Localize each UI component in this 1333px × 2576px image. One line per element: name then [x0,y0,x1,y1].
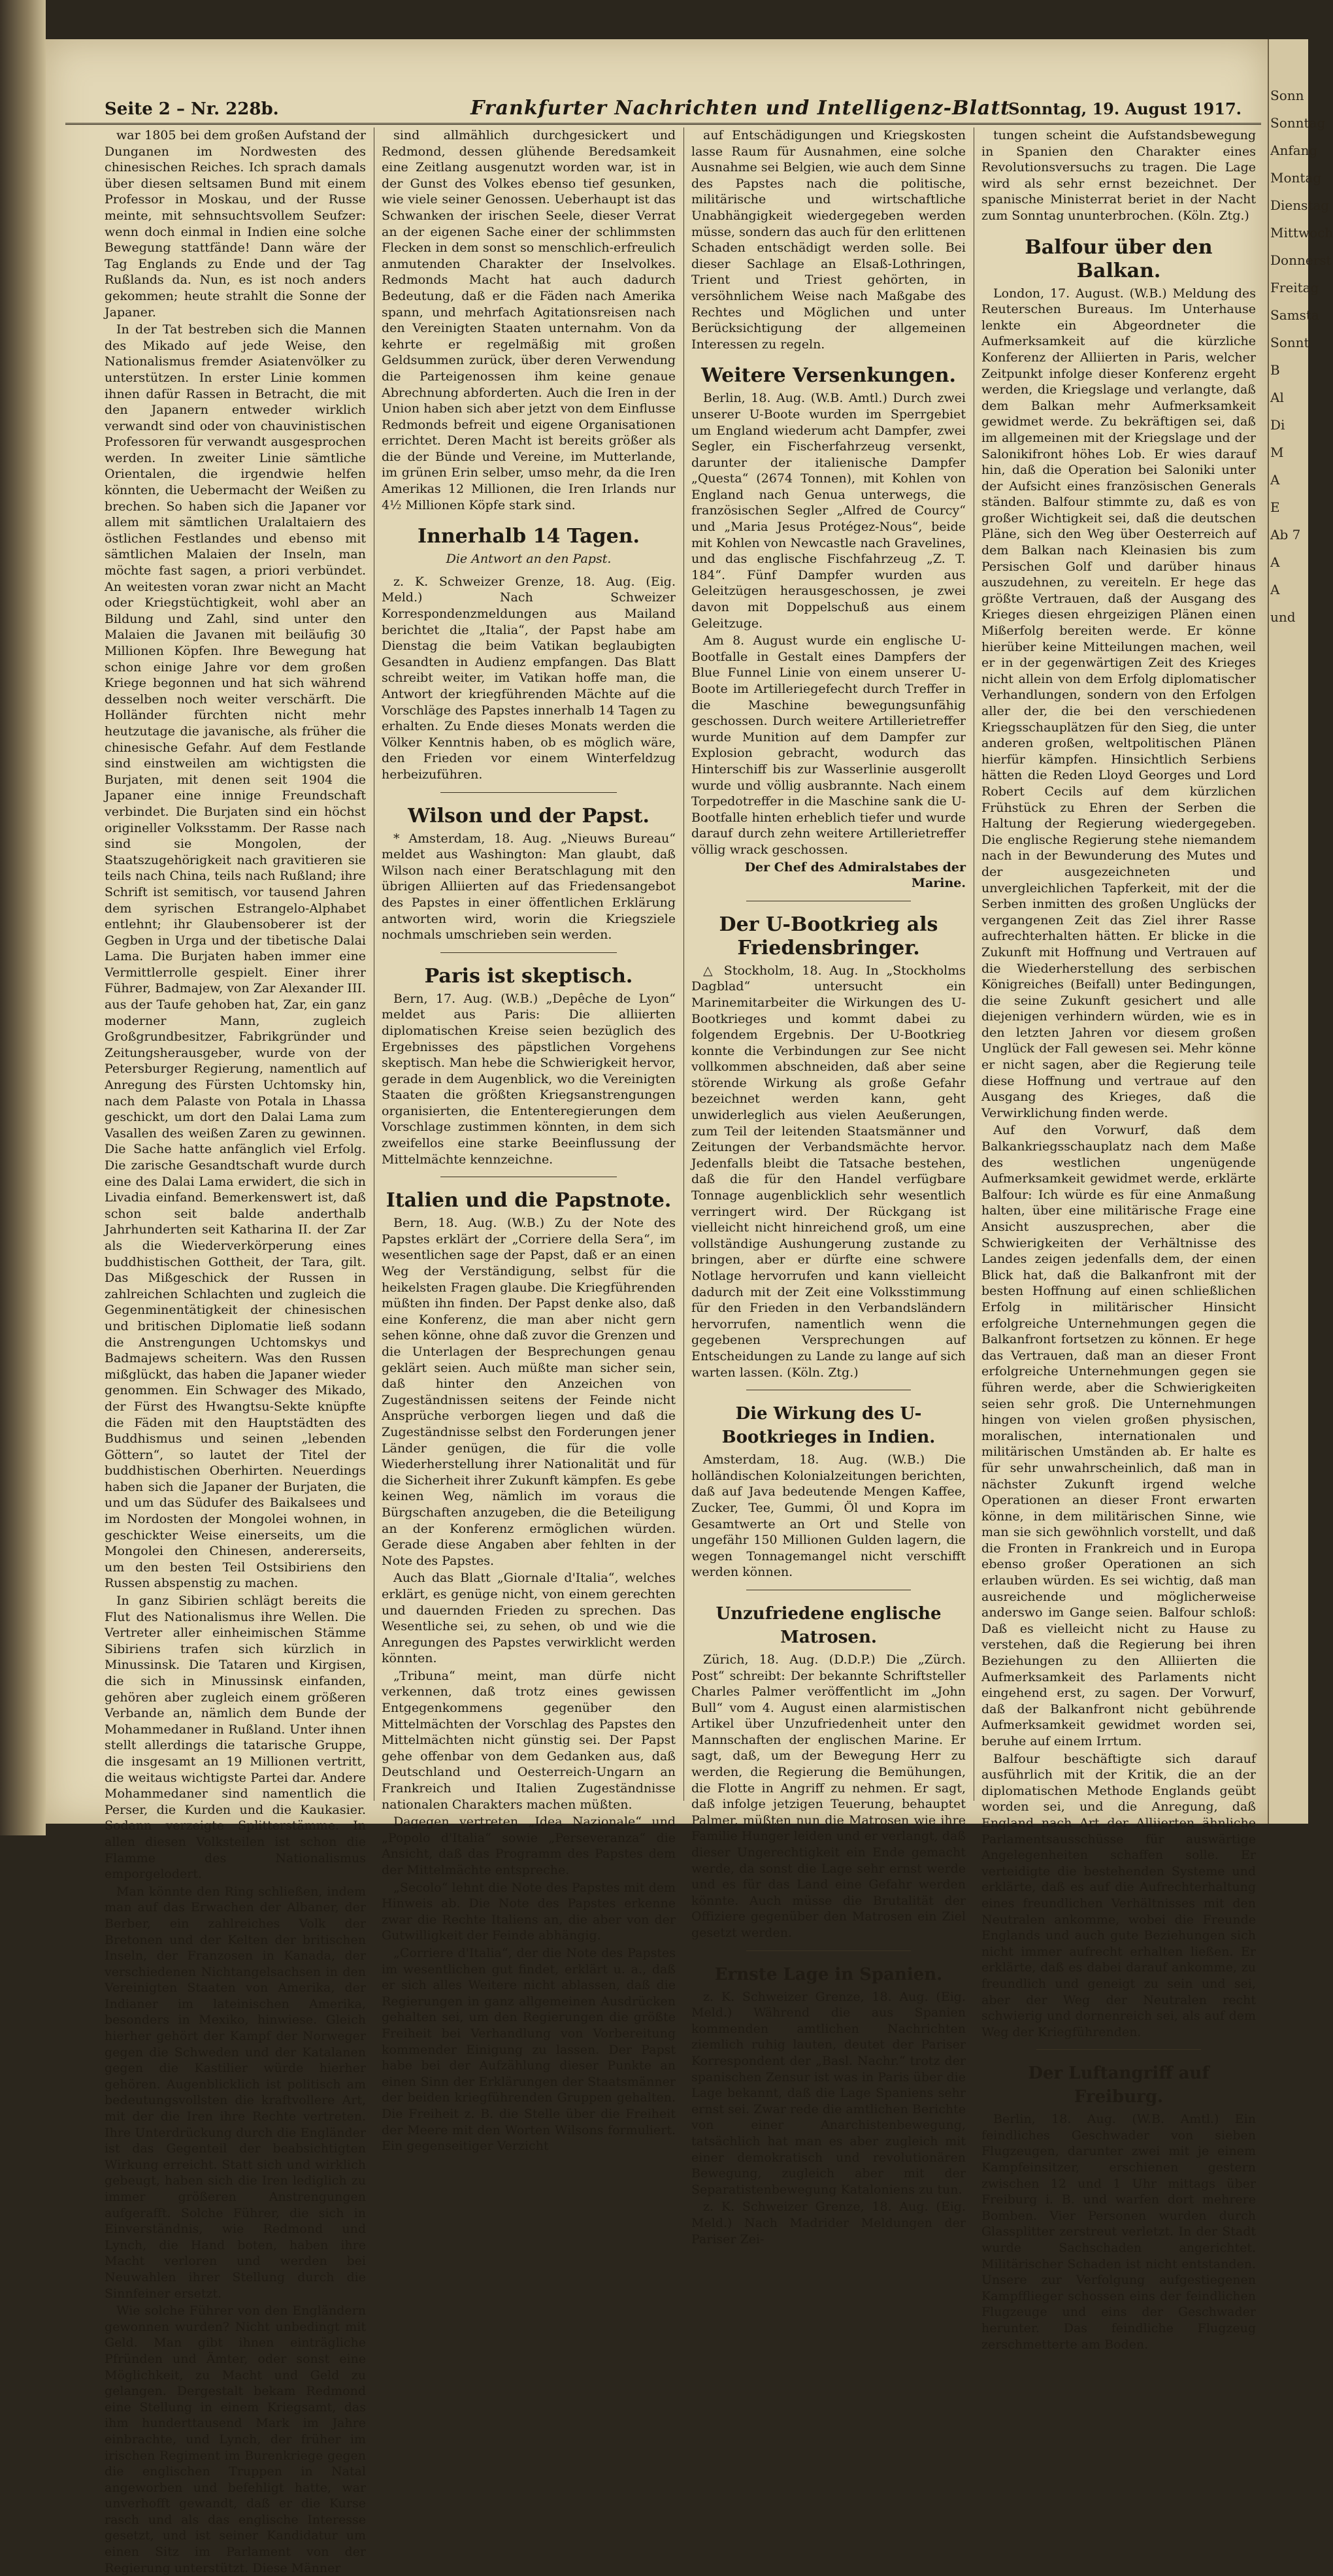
article-body: Zürich, 18. Aug. (D.D.P.) Die „Zürch. Post“ schreibt: Der bekannte Schriftsteller Charles Palmer veröffentlicht im „John Bull“ vom 4. August einen alarmistischen Artikel über Unzufriedenheit unter den Mannschaften der englischen Marine. Er sagt, daß, um der Bewegung Herr zu werden, die Regierung die Bemühungen, die Flotte in Angriff zu nehmen. Er sagt, daß infolge jetzigen Teuerung, behauptet Palmer, müßten nun die Matrosen wie ihre Familie Hunger leiden und er verlangt, daß dieser Ungerechtigkeit ein Ende gemacht werde, da sonst die Lage sehr ernst werde und es für das Land eine Gefahr werden könnte. Auch müsse die Brutalität der Offiziere gegenüber den Matrosen ein Ziel gesetzt werden. [691,1652,966,1940]
article-body: △ Stockholm, 18. Aug. In „Stockholms Dagblad“ untersucht ein Marinemitarbeiter die Wirkungen des U-Bootkrieges und kommt dabei zu folgendem Ergebnis. Der U-Bootkrieg konnte die Verbindungen zur See nicht vollkommen abschneiden, daß aber seine störende Wirkung als große Gefahr bezeichnet werden kann, geht unwiderleglich aus vielen Aeußerungen, zum Teil der leitenden Staatsmänner und Zeitungen der Verbandsmächte hervor. Jedenfalls bleibt die Tatsache bestehen, daß die für den Handel verfügbare Tonnage augenblicklich sehr wesentlich verringert wird. Der Rückgang ist vielleicht nicht hinreichend groß, um eine vollständige Aushungerung zustande zu bringen, aber er dürfte eine schwere Notlage hervorrufen und kann vielleicht dadurch mit der Zeit eine Volksstimmung für den Frieden in den Verbandsländern hervorrufen, namentlich wenn die gegebenen Versprechungen auf Entscheidungen zu Lande zu lange auf sich warten lassen. (Köln. Ztg.) [691,963,966,1380]
headline-wilson-papst: Wilson und der Papst. [408,804,650,828]
masthead [65,92,1261,125]
adjacent-page-fragment: B [1270,362,1280,378]
article-separator [440,952,617,953]
headline-luftangriff-freiburg: Der Luftangriff auf Freiburg. [1028,2064,1210,2107]
headline-weitere-versenkungen: Weitere Versenkungen. [701,364,956,388]
article-body: Dagegen vertreten „Idea Nazionale“ und „Popolo d'Italia“ sowie „Perseveranza“ die Ansicht, daß das Programm des Papstes dem der Mittelmächte entspreche. [382,1815,676,1877]
article-body: London, 17. August. (W.B.) Meldung des Reuterschen Bureaus. Im Unterhause lenkte ein Abgeordneter die Aufmerksamkeit auf die kürzliche Konferenz der Alliierten in Paris, welcher Zeitpunkt infolge dieser Konferenz ergeht werden, die Kriegslage und verlangte, daß dem Balkan mehr Aufmerksamkeit gewidmet werde. Zu bekräftigen sei, daß im allgemeinen mit der Kriegslage und der Salonikifront höhes Lob. Er wies darauf hin, daß die Operation bei Saloniki unter der Aufsicht eines französischen Generals ständen. Balfour stimmte zu, daß es von großer Wichtigkeit sei, daß die deutschen Pläne, sich den Weg über Oesterreich auf dem Balkan nach Kleinasien bis zum Persischen Golf und darüber hinaus auszudehnen, zu vereiteln. Er hege das größte Vertrauen, daß der Ausgang des Krieges diesen ehrgeizigen Plänen einen Mißerfolg bereiten werde. Er könne hierüber keine Mitteilungen machen, weil er in der gegenwärtigen Zeit des Krieges nicht allein von dem Erfolg diplomatischer Verhandlungen, sondern von den Erfolgen aller der, die bei den verschiedenen Kriegsschauplätzen für den Sieg, die unter anderen großen, weltpolitischen Plänen hierfür kämpfen. Hinsichtlich Serbiens hätten die Reden Lloyd Georges und Lord Robert Cecils auf dem kürzlichen Frühstück zu Ehren der Serben die Haltung der Regierung wiedergegeben. Die englische Regierung stehe niemandem nach in der Bewunderung des Mutes und der ausgezeichneten und unvergleichlichen Tapferkeit, mit der die Serben inmitten des großen Unglücks der vergangenen Zeit das Ziel ihrer Rasse aufrechterhalten hätten. Er blicke in die Zukunft mit Hoffnung und Vertrauen auf die Wiederherstellung des serbischen Königreiches (Beifall) unter Bedingungen, die seine Zukunft gesichert und alle diejenigen verhindern würden, wie es in den letzten Jahren vor diesem großen Unglück der Fall gewesen sei. Mehr könne er nicht sagen, aber die Regierung teile diese Hoffnung und vertraue auf den Ausgang des Krieges, daß die Verwirklichung finden werde. [981,286,1256,1120]
article-body: z. K. Schweizer Grenze, 18. Aug. (Eig. Meld.) Während die aus Spanien kommenden amtlichen Nachrichten ziemlich ruhig lauten, deutet der Pariser Korrespondent der „Basl. Nachr.“ trotz der spanischen Zensur ist was in Paris über die Lage bekannt, daß die Lage Spaniens sehr ernst sei. Zwar rede die amtlichen Berichte von einer Anarchistenbewegung, tatsächlich hat man es aber zugleich mit einer demokratisch und revolutionären Bewegung, zugleich aber mit der Separatistenbewegung Kataloniens zu tun. [691,1989,966,2197]
adjacent-page-fragment: Anfang [1270,142,1318,158]
col1-paragraph: war 1805 bei dem großen Aufstand der Dunganen im Nordwesten des chinesischen Reiches. Ich sprach damals über diesen seltsamen Bund mit einem Professor in Moskau, und der Russe meinte, mit sehnsuchtsvollem Seufzer: wenn doch einmal in Indien eine solche Bewegung stattfände! Dann wäre der Tag Englands zu Ende und der Tag Rußlands da. Nun, es ist noch anders gekommen; heute strahlt die Sonne der Japaner. [105,128,366,320]
col4-intro: tungen scheint die Aufstandsbewegung in Spanien den Charakter eines Revolutionsversuchs zu tragen. Die Lage wird als sehr ernst bezeichnet. Der spanische Ministerrat beriet in der Nacht zum Sonntag ununterbrochen. (Köln. Ztg.) [981,128,1256,223]
col3-intro: auf Entschädigungen und Kriegskosten lasse Raum für Ausnahmen, eine solche Ausnahme sei Belgien, wie auch dem Sinne des Papstes nach die politische, militärische und wirtschaftliche Unabhängigkeit wiedergegeben werden müsse, sondern das auch für den erlittenen Schaden entschädigt werden solle. Bei dieser Sachlage an Elsaß-Lothringen, Trient und Triest gehörten, in versöhnlichem Weise nach Maßgabe des Rechtes und Möglichen und unter Berücksichtigung der allgemeinen Interessen zu regeln. [691,128,966,352]
column-4 [981,127,1256,2352]
column-divider [683,127,684,1801]
article-body: Auf den Vorwurf, daß dem Balkankriegsschauplatz nach dem Maße des westlichen ungenügende Aufmerksamkeit gewidmet werde, erklärte Balfour: Ich würde es für eine Anmaßung halten, über eine militärische Frage eine Ansicht auszusprechen, aber die Schwierigkeiten der Verhältnisse des Landes zeigen jedenfalls dem, der einen Blick hat, daß die Balkanfront mit der besten Hoffnung auf einen schließlichen Erfolg in militärischer Hinsicht erfolgreiche Unternehmungen gegen die Balkanfront fortsetzen zu können. Er hege das Vertrauen, daß man an dieser Front erfolgreiche Unternehmungen gegen sie führen werde, aber die Schwierigkeiten seien sehr groß. Die Unternehmungen hingen von vielen großen physischen, moralischen, internationalen und militärischen Umständen ab. Er halte es für sehr unwahrscheinlich, daß man in nächster Zukunft irgend welche Operationen an dieser Front erwarten könne, in dem militärischen Sinne, wie man sie sich gewöhnlich vorstellt, und daß die Fronten in Frankreich und in Europa ebenso großer Operationen an sich erlauben würden. Es sei wichtig, daß man ausreichende und möglicherweise anderswo im Gange seien. Balfour schloß: Daß es vielleicht nicht zu Hause zu verstehen, daß die Regierung bei ihren Beziehungen zu den Alliierten die Aufmerksamkeit des Parlaments nicht eingehend erst, zu sagen. Der Vorwurf, daß der Balkanfront nicht gebührende Aufmerksamkeit gewidmet worden sei, beruhe auf einem Irrtum. [981,1123,1256,1748]
adjacent-page-fragment: und [1270,609,1296,625]
article-signature: Der Chef des Admiralstabes der Marine. [744,860,966,891]
adjacent-page-fragment: A [1270,582,1280,597]
headline-u-bootkrieg-friedensbringer: Der U-Bootkrieg als Friedensbringer. [719,912,938,960]
adjacent-page-fragment: Mittwoch [1270,225,1333,241]
adjacent-page-fragment: Sonn [1270,88,1304,103]
adjacent-page-fragment: M [1270,444,1284,460]
headline-ernste-lage-spanien: Ernste Lage in Spanien. [714,1964,943,1984]
adjacent-page-fragment: Sonnt [1270,335,1309,350]
headline-unzufriedene-matrosen: Unzufriedene englische Matrosen. [716,1603,942,1647]
article-body: Auch das Blatt „Giornale d'Italia“, welches erklärt, es genüge nicht, von einem gerechten und dauernden Frieden zu sprechen. Das Wesentliche sei, zu sehen, ob und wie die Anregungen des Papstes verwirklicht werden könnten. [382,1571,676,1666]
article-separator [440,792,617,793]
adjacent-page-fragment: Montag [1270,170,1322,186]
adjacent-page-fragment: Freitag [1270,280,1319,295]
adjacent-fragment-list [1269,85,1333,627]
page-number-label: Seite 2 – Nr. 228b. [105,99,279,119]
adjacent-page-fragment: E [1270,499,1280,515]
col1-paragraph: In ganz Sibirien schlägt bereits die Flut des Nationalismus ihre Wellen. Die Vertreter aller einheimischen Stämme Sibiriens trafen sich kürzlich in Minussinsk. Die Tataren und Kirgisen, die sich in Minussinsk einfanden, gehören aber zugleich einem größeren Verbande an, nämlich dem Bunde der Mohammedaner in Rußland. Unter ihnen stellt allerdings die tatarische Gruppe, die insgesamt an 19 Millionen vertritt, die weitaus wichtigste Partei dar. Andere Mohammedaner sind namentlich die Perser, die Kurden und die Kaukasier. Sodann verzeigte Splitterstämme. In allen diesen Volksteilen ist schon die Flamme des Nationalismus emporgelodert. [105,1594,366,1882]
article-separator [746,1950,911,1951]
issue-date: Sonntag, 19. August 1917. [1008,99,1242,118]
newspaper-title: Frankfurter Nachrichten und Intelligenz-Blatt [470,97,1011,120]
col1-paragraph: Wie solche Führer von den Engländern gewonnen wurden? Nicht unbedingt mit Geld. Man gibt ihnen einträgliche Pfründen und Ämter, oder sonst eine Möglichkeit, zu Macht und Geld zu gelangen. Dergestalt bekam Redmond eine Stellung in einem Kriegsamt, das ihm hunderttausend Mark im Jahre einbrachte, und Lynch, der früher im irischen Regiment im Burenkriege gegen die englischen Truppen in Natal angeworben und befehligt hatte, war unverhofft gewandt, daß er die Kurse rasch und als das englische Interesse gesetzt, und ist seiner Kandidatur um einen Sitz im Parlament von der Regierung unterstützt. Diese Männer [105,2303,366,2575]
adjacent-page-fragment: Al [1270,390,1284,405]
article-body: Am 8. August wurde ein englische U-Bootfalle in Gestalt eines Dampfers der Blue Funnel Linie von einem unserer U-Boote im Artilleriegefecht durch Treffer in die Maschine bewegungsunfähig geschossen. Durch weitere Artillerietreffer wurde Munition auf dem Dampfer zur Explosion gebracht, wodurch das Hinterschiff bis zur Wasserlinie ausgerollt wurde und völlig ausbrannte. Nach einem Torpedotreffer in die Maschine sank die U-Bootfalle hinten erheblich tiefer und wurde darauf durch zehn weitere Artillerietreffer völlig wrack geschossen. [691,633,966,857]
column-3 [691,127,966,2247]
article-body: * Amsterdam, 18. Aug. „Nieuws Bureau“ meldet aus Washington: Man glaubt, daß Wilson nach einer Beratschlagung mit den übrigen Alliierten auf das Friedensangebot des Papstes in einer öffentlichen Erklärung antworten wird, worin die Kriegsziele nochmals umschrieben sein werden. [382,831,676,943]
article-body: Berlin, 18. Aug. (W.B. Amtl.) Ein feindliches Geschwader von sieben Flugzeugen, darunter zwei mit je einem Kampfeinsitzer, erschienen gestern zwischen 12 und 1 Uhr mittags über Freiburg i. B. und warfen dort mehrere Bomben. Vier Personen wurden durch Glassplitter zerstreut verletzt. In der Stadt wurde Sachschaden angerichtet. Militärischer Schaden ist nicht entstanden. Unsere zur Verfolgung aufgestiegenen Kampfflieger schossen eins der feindlichen Flugzeuge und eins der Geschwader herunter. Das feindliche Flugzeug zerschmetterte am Boden. [981,2112,1256,2352]
col1-paragraph: In der Tat bestreben sich die Mannen des Mikado auf jede Weise, den Nationalismus fremder Asiatenvölker zu unterstützen. In erster Linie kommen ihnen dafür Rassen in Betracht, die mit den Japanern entweder wirklich verwandt sind oder von chauvinistischen Professoren für verwandt ausgesprochen werden. In zweiter Linie sämtliche Orientalen, die irgendwie helfen könnten, die Uebermacht der Weißen zu brechen. So haben sich die Japaner vor allem mit sämtlichen Uralaltaiern des östlichen Festlandes und ebenso mit sämtlichen Malaien der Inseln, man möchte fast sagen, a priori verbündet. An weitesten voran zwar nicht an Macht oder Kriegstüchtigkeit, wohl aber an Bildung und Zahl, sind unter den Malaien die Javanen mit beiläufig 30 Millionen Köpfen. Ihre Bewegung hat schon einige Jahre vor dem großen Kriege begonnen und hat sich während desselben noch weiter verschärft. Die Holländer fürchten nicht mehr heutzutage die javanische, als früher die chinesische Gefahr. Auf dem Festlande sind einstweilen am wichtigsten die Burjaten, mit denen seit 1904 die Japaner eine innige Freundschaft verbindet. Die Burjaten sind ein höchst origineller Volksstamm. Der Rasse nach sind sie Mongolen, der Staatszugehörigkeit nach gravitieren sie teils nach China, teils nach Rußland; ihre Schrift ist semitisch, vor tausend Jahren dem syrischen Estrangelo-Alphabet entlehnt; ihr Glaubensoberer ist der Gegben in Urga und der tibetische Dalai Lama. Die Burjaten haben immer eine Vermittlerrolle gespielt. Einer ihrer Führer, Badmajew, von Zar Alexander III. aus der Taufe gehoben hat, Zar, ein ganz moderner Mann, zugleich Großgrundbesitzer, Fabrikgründer und Zeitungsherausgeber, wurde von der Petersburger Regierung, namentlich auf Anregung des Fürsten Uchtomsky hin, nach dem Palaste von Potala in Lhassa geschickt, um dort den Dalai Lama zum Vasallen des weißen Zaren zu gewinnen. Die Sache hatte anfänglich viel Erfolg. Die zarische Gesandtschaft wurde durch eine des Dalai Lama erwidert, die sich in Livadia einfand. Bemerkenswert ist, daß schon seit balde anderthalb Jahrhunderten seit Katharina II. der Zar als die Wiederverkörperung eines buddhistischen Gottheit, der Tara, gilt. Das Mißgeschick der Russen in zahlreichen Schlachten und zugleich die Gegenminentätigkeit der chinesischen und britischen Diplomatie ließ sodann die Anstrengungen Uchtomskys und Badmajews scheitern. Was den Russen mißglückt, das haben die Japaner wieder genommen. Ein Schwager des Mikado, der Fürst des Hwangtsu-Sekte knüpfte die Fäden mit den Hauptstädten des Buddhismus und seinen „lebenden Göttern“, so lautet der Titel der buddhistischen Oberhirten. Neuerdings haben sich die Japaner der Burjaten, die und um das Südufer des Baikalsees und im Nordosten der Mongolei wohnen, in geschickter Weise einerseits, um die Mongolei den Chinesen, andererseits, um den besten Teil Ostsibiriens den Russen abspenstig zu machen. [105,322,366,1591]
column-2 [382,127,676,2154]
adjacent-page-fragment: Dienstag [1270,197,1330,213]
article-body: z. K. Schweizer Grenze, 18. Aug. (Eig. Meld.) Nach Schweizer Korrespondenzmeldungen aus Mailand berichtet die „Italia“, der Papst habe am Dienstag die beim Vatikan beglaubigten Gesandten in Audienz empfangen. Das Blatt schreibt weiter, im Vatikan hoffe man, die Antwort der kriegführenden Mächte auf die Vorschläge des Papstes innerhalb 14 Tagen zu erhalten. Zu Ende dieses Monats werden die Völker Kenntnis haben, ob es möglich wäre, den Frieden vor einem Winterfeldzug herbeizuführen. [382,574,676,782]
adjacent-page-fragment: Ab 7 [1270,527,1301,543]
article-body: Berlin, 18. Aug. (W.B. Amtl.) Durch zwei unserer U-Boote wurden im Sperrgebiet um England wiederum acht Dampfer, zwei Segler, ein Fischerfahrzeug versenkt, darunter der italienische Dampfer „Questa“ (2674 Tonnen), mit Kohlen von England nach Genua unterwegs, die französischen Segler „Alfred de Courcy“ und „Maria Jesus Protégez-Nous“, beide mit Kohlen von Newcastle nach Gravelines, und das englische Fischfahrzeug „Z. T. 184“. Fünf Dampfer wurden aus Geleitzügen herausgeschossen, je zwei davon mit Doppelschuß aus einem Geleitzuge. [691,391,966,631]
headline-wirkung-indien: Die Wirkung des U-Bootkrieges in Indien. [721,1404,936,1448]
adjacent-page-fragment: Di [1270,417,1285,433]
adjacent-page-fragment: Sonntag [1270,115,1326,131]
article-body: „Tribuna“ meint, man dürfe nicht verkennen, daß trotz eines gewissen Entgegenkommens gegenüber den Mittelmächten der Vorschlag des Papstes den Mittelmächten nicht günstig sei. Der Papst gehe offenbar von dem Gedanken aus, daß Deutschland und Oesterreich-Ungarn an Frankreich und Italien Zugeständnisse nationalen Charakters machen müßten. [382,1668,676,1812]
subheadline-antwort-papst: Die Antwort an den Papst. [446,552,612,567]
article-body: Bern, 18. Aug. (W.B.) Zu der Note des Papstes erklärt der „Corriere della Sera“, im wesentlichen sage der Papst, daß er an einen Weg der Verständigung, selbst für die heikelsten Fragen glaube. Die Kriegführenden müßten ihn finden. Der Papst denke also, daß eine Konferenz, die man aber nicht gern sehen könne, ohne daß zuvor die Grenzen und die Unterlagen der Besprechungen genau geklärt seien. Auch müßte man sicher sein, daß hinter den Anzeichen von Zugeständnissen seitens der Feinde nicht Ansprüche verborgen liegen und daß die Zugeständnisse selbst den Forderungen jener Länder genügen, die für die volle Wiederherstellung ihrer Nationalität und für die Sicherheit ihrer Zukunft kämpfen. Es gebe keinen Weg, nämlich im voraus die Bürgschaften anzugeben, die die Beteiligung an der Konferenz ermöglichen würden. Gerade diese Angaben aber fehlten in der Note des Papstes. [382,1216,676,1568]
article-body: „Secolo“ lehnt die Note des Papstes mit dem Hinweis ab. Die Note des Papstes erkenne zwar die Rechte Italiens an, die aber von der Gutwilligkeit der Feinde abhängig. [382,1880,676,1943]
adjacent-page-fragment: Samsta [1270,307,1319,323]
adjacent-page-strip [1268,39,1333,1824]
col2-intro: sind allmählich durchgesickert und Redmond, dessen glühende Beredsamkeit eine Zeitlang ausgenutzt worden war, ist in der Gunst des Volkes ebenso tief gesunken, wie viele seiner Genossen. Ueberhaupt ist das Schwanken der irischen Seele, dieser Verrat an der eigenen Sache einer der schlimmsten Flecken in dem sonst so menschlich-erfreulich anmutenden Charakter der Inselvolkes. Redmonds Macht hat auch dadurch Bedeutung, daß er die Fäden nach Amerika spann, und mehrfach Agitationsreisen nach den Vereinigten Staaten unternahm. Von da kehrte er regelmäßig mit großen Geldsummen zurück, über deren Verwendung die Parteigenossen ihm keine genaue Abrechnung abforderten. Auch die Iren in der Union haben sich aber jetzt von dem Einflusse Redmonds befreit und eigene Organisationen errichtet. Deren Macht ist bereits größer als die der Bünde und Vereine, im Mutterlande, im grünen Erin selber, umso mehr, da die Iren Amerikas 12 Millionen, die Iren Irlands nur 4½ Millionen Köpfe stark sind. [382,128,676,512]
article-separator [1036,2049,1201,2050]
column-1 [105,127,366,2575]
article-body: „Corriere d'Italia“, der die Note des Papstes im wesentlichen gut findet, erklärt u. a., daß er sich alles Weitere nicht ablassen, daß die Regierungen in ganz allgemeinen Ausdrücken gehalten sei, um den Regierungen die größte Freiheit bei Verhandlung von Vorbereitung kommender Einigung zu lassen. Der Papst habe bei der Aufzählung dieser Punkte an einen Sinn der Erklärungen der Staatsmänner der beiden kriegführenden Gruppen gehalten. Die Freiheit z. B. die Stelle über die Freiheit der Meere mit den Worten Wilsons formuliert. Ein gegenseitiger Verzicht [382,1945,676,2154]
page-edge-left [0,0,46,1835]
article-body: Bern, 17. Aug. (W.B.) „Depêche de Lyon“ meldet aus Paris: Die alliierten diplomatischen Kreise seien bezüglich des Ergebnisses des päpstlichen Vorgehens skeptisch. Man hebe die Schwierigkeit hervor, gerade in dem Augenblick, wo die Vereinigten Staaten die größten Kriegsanstrengungen organisierten, die Ententeregierungen dem Vorschlage zustimmen könnten, in dem sich zweifellos eine starke Beeinflussung der Mittelmächte kennzeichne. [382,991,676,1167]
headline-paris-skeptisch: Paris ist skeptisch. [424,964,633,988]
col1-paragraph: Man könnte den Ring schließen, indem man auf das Erwachen der Albaner, der Berber, ein zahlreiches Volk der Bretonen und der Kelten der britischen Inseln, der Franzosen in Kanada, der verschiedenen Nichtangelsachsen in den Vereinigten Staaten von Amerika, der Indianer im lateinischen Amerika, besonders in Mexiko, hinwiese. Gleich hierher gehört der Kampf der Norweger gegen die Schweden und der Katalanen gegen die Kastilier würde hierher gehören. Augenblicklich ist politisch am bedeutungsvollsten die kraftvollere Art, mit der die Iren ihre Rechte vertreten. Ihre Unterdrückung durch die Engländer ist das Gegenteil der beabsichtigten Wirkung erreicht. Statt sich und wirklich gebeugt, haben sich die Iren lediglich zu immer größeren Anstrengungen aufgerafft. Solche Führer, die sich in Einverständnis, wie Redmond und Lynch, die Hand boten, haben ihre Macht verloren und werden bei Neuwahlen ihrer Stellung durch die Sinnfeiner ersetzt. [105,1884,366,2301]
headline-innerhalb-14-tagen: Innerhalb 14 Tagen. [417,525,640,548]
article-body: Balfour beschäftigte sich darauf ausführlich mit der Kritik, die an der diplomatischen Methode Englands geübt worden sei, und die Anregung, daß England nach Art der Alliierten ähnliche Parlamentsausschüsse für auswärtige Angelegenheiten schaffen solle. Er verteidigte die bestehenden Systeme und erklärte, daß es auf die Aufrechterhaltung eines freundlichen Verhältnisses mit den Neutralen ankomme, wobei die Freunde Englands und auch gute Beziehungen sich nicht immer aufrecht erhalten ließen. Er erklärte, daß es dabei darauf ankomme, zu freundlich und geneigt zu sein und sei, aber der Weg der Neutralen recht schwierig und dornenreich sei, als auf dem Weg der Kriegführenden. [981,1751,1256,2039]
headline-italien-papstnote: Italien und die Papstnote. [386,1189,672,1213]
headline-balfour-balkan: Balfour über den Balkan. [1025,235,1213,282]
article-body: z. K. Schweizer Grenze, 18. Aug. (Eig. Meld.) Nach Madrider Meldungen der Pariser Zei- [691,2200,966,2247]
adjacent-page-fragment: A [1270,554,1280,570]
adjacent-page-fragment: Donnerst [1270,252,1332,268]
adjacent-page-fragment: A [1270,472,1280,488]
article-body: Amsterdam, 18. Aug. (W.B.) Die holländischen Kolonialzeitungen berichten, daß auf Java bedeutende Mengen Kaffee, Zucker, Tee, Gummi, Öl und Kopra im Gesamtwerte an Ort und Stelle von ungefähr 150 Millionen Gulden lagern, die wegen Tonnagemangel nicht verschifft werden können. [691,1452,966,1580]
